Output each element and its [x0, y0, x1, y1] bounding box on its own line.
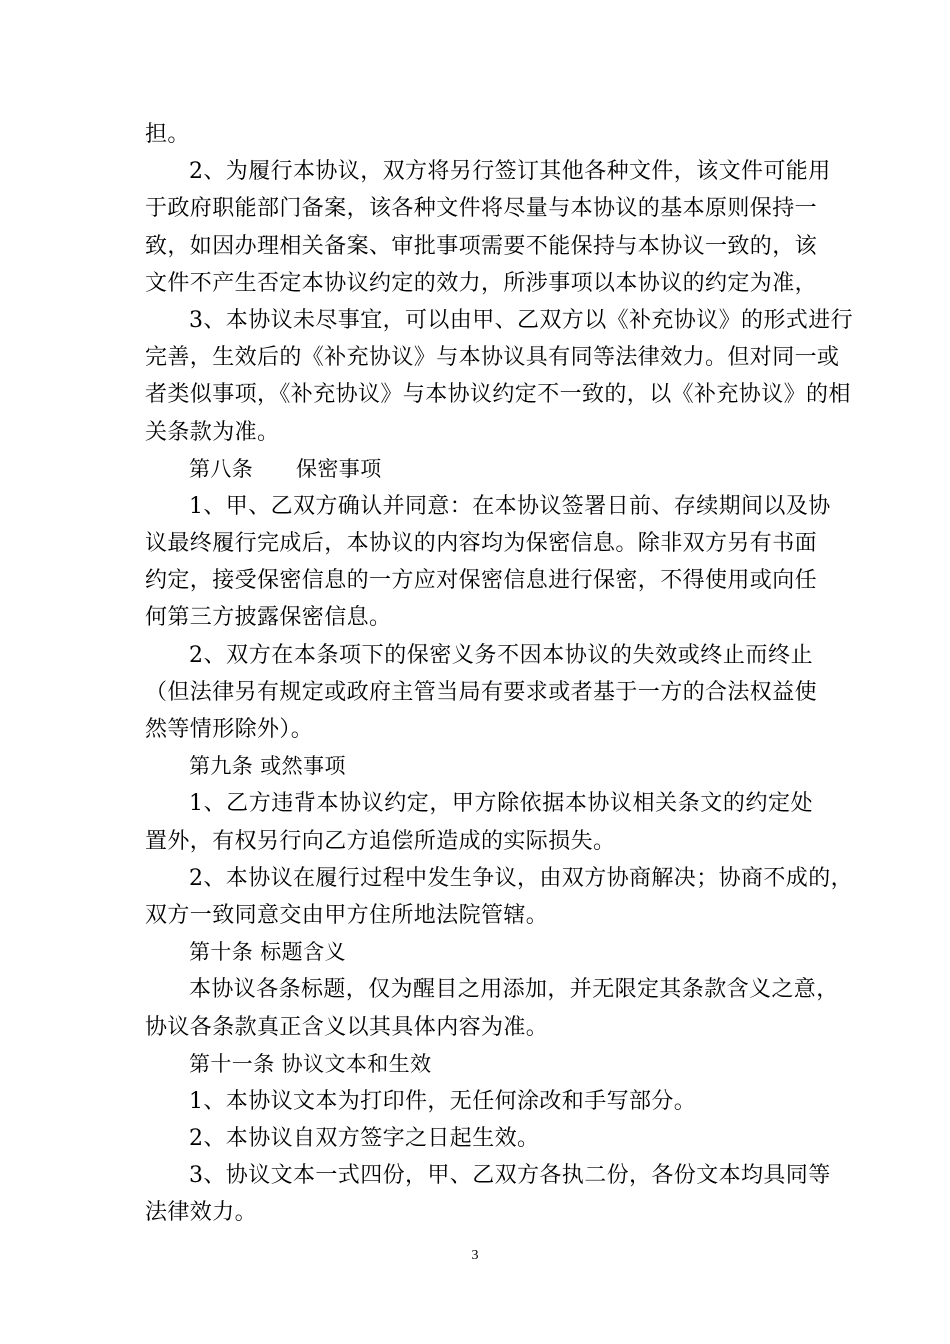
- text-line: （但法律另有规定或政府主管当局有要求或者基于一方的合法权益使: [145, 679, 818, 705]
- text-line: 议最终履行完成后，本协议的内容均为保密信息。除非双方另有书面: [145, 531, 818, 557]
- text-line: 法律效力。: [145, 1200, 258, 1226]
- text-line: 然等情形除外）。: [145, 717, 314, 742]
- text-line: 2、本协议自双方签字之日起生效。: [189, 1126, 540, 1152]
- text-line: 约定，接受保密信息的一方应对保密信息进行保密，不得使用或向任: [145, 568, 818, 594]
- section-heading: 第十条 标题含义: [189, 940, 346, 965]
- text-line: 2、本协议在履行过程中发生争议，由双方协商解决；协商不成的，: [189, 865, 853, 891]
- text-line: 致，如因办理相关备案、审批事项需要不能保持与本协议一致的，该: [145, 233, 818, 259]
- text-line: 置外，有权另行向乙方追偿所造成的实际损失。: [145, 828, 616, 854]
- text-line: 者类似事项，《补充协议》与本协议约定不一致的，以《补充协议》的相: [145, 382, 851, 408]
- section-heading: 第十一条 协议文本和生效: [189, 1051, 432, 1076]
- text-line: 于政府职能部门备案，该各种文件将尽量与本协议的基本原则保持一: [145, 196, 818, 222]
- text-line: 文件不产生否定本协议约定的效力，所涉事项以本协议的约定为准，: [145, 270, 818, 296]
- text-line: 1、甲、乙双方确认并同意：在本协议签署日前、存续期间以及协: [189, 493, 831, 519]
- text-line: 协议各条款真正含义以其具体内容为准。: [145, 1014, 549, 1040]
- section-heading: 第九条 或然事项: [189, 754, 346, 779]
- text-line: 2、双方在本条项下的保密义务不因本协议的失效或终止而终止: [189, 642, 813, 668]
- text-line: 完善，生效后的《补充协议》与本协议具有同等法律效力。但对同一或: [145, 345, 840, 371]
- page-number: 3: [471, 1248, 479, 1263]
- document-body: [145, 116, 853, 1232]
- text-line: 1、乙方违背本协议约定，甲方除依据本协议相关条文的约定处: [189, 791, 813, 817]
- section-heading: 第八条 保密事项: [189, 456, 382, 481]
- text-line: 何第三方披露保密信息。: [145, 605, 392, 631]
- text-line: 双方一致同意交由甲方住所地法院管辖。: [145, 902, 549, 928]
- text-line: 关条款为准。: [145, 419, 280, 445]
- text-line: 3、协议文本一式四份，甲、乙双方各执二份，各份文本均具同等: [189, 1163, 831, 1189]
- text-line: 1、本协议文本为打印件，无任何涂改和手写部分。: [189, 1088, 697, 1114]
- text-line: 本协议各条标题，仅为醒目之用添加，并无限定其条款含义之意，: [189, 977, 839, 1003]
- text-line: 担。: [145, 122, 190, 147]
- text-line: 3、本协议未尽事宜，可以由甲、乙双方以《补充协议》的形式进行: [189, 307, 853, 333]
- text-line: 2、为履行本协议，双方将另行签订其他各种文件，该文件可能用: [189, 159, 831, 185]
